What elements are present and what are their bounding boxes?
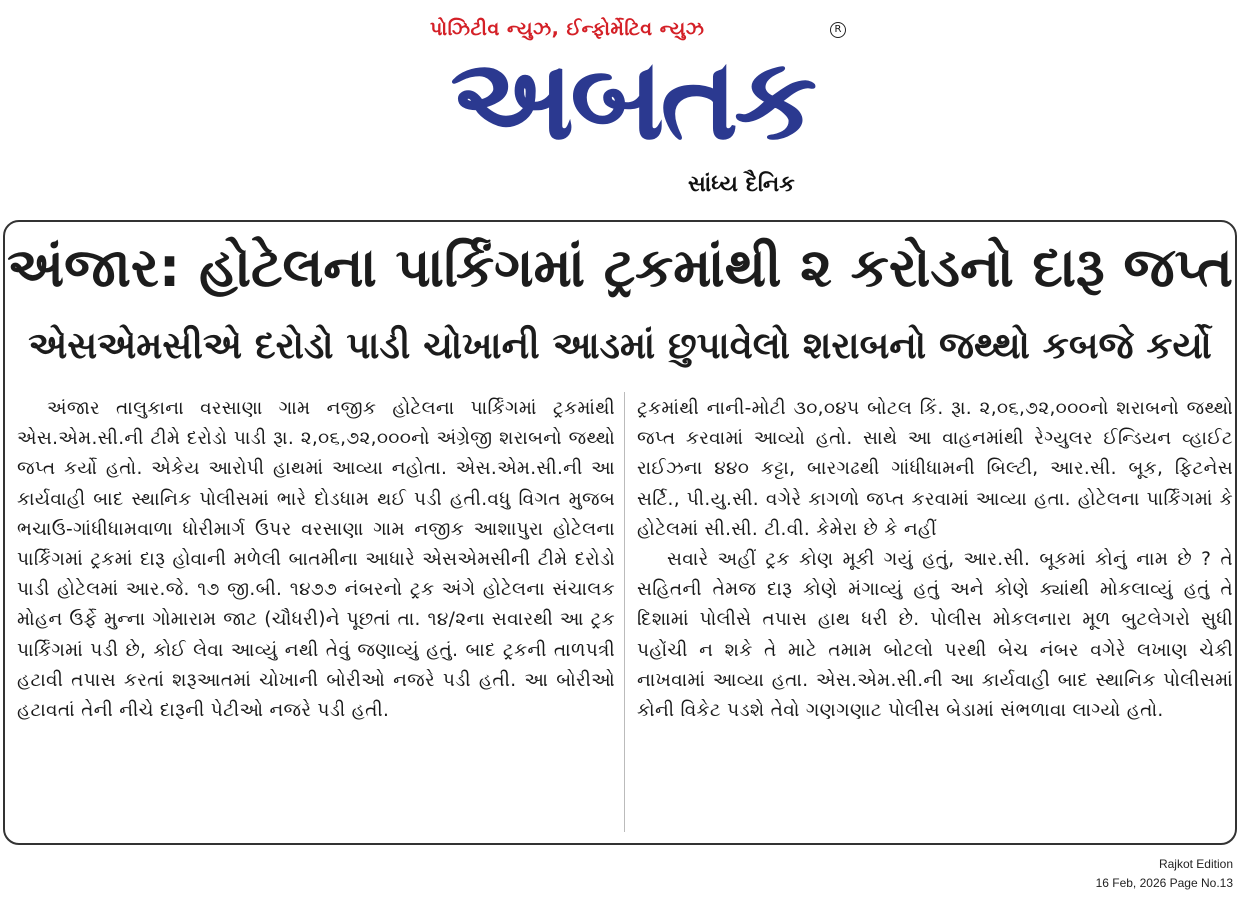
date-page-label: 16 Feb, 2026 Page No.13 bbox=[1095, 876, 1233, 890]
article-subheadline: એસએમસીએ દરોડો પાડી ચોખાની આડમાં છુપાવેલો શરાબનો જથ્થો કબજે કર્યો bbox=[28, 324, 1212, 367]
newspaper-logo: અબતક bbox=[450, 35, 813, 165]
article-paragraph: અંજાર તાલુકાના વરસાણા ગામ નજીક હોટેલના પાર્કિંગમાં ટ્રકમાંથી એસ.એમ.સી.ની ટીમે દરોડો પાડી રૂા. ૨,૦૬,૭૨,૦૦૦નો અંગ્રેજી શરાબનો જથ્થો જપ્ત કર્યો હતો. એકેય આરોપી હાથમાં આવ્યા નહોતા. એસ.એમ.સી.ની આ કાર્યવાહી બાદ સ્થાનિક પોલીસમાં ભારે દોડધામ થઈ પડી હતી.વધુ વિગત મુજબ ભચાઉ-ગાંધીધામવાળા ધોરીમાર્ગ ઉપર વરસાણા ગામ નજીક આશાપુરા હોટેલના પાર્કિંગમાં ટ્રકમાં દારૂ હોવાની મળેલી બાતમીના આધારે એસએમસીની ટીમે દરોડો પાડી હોટેલમાં આર.જે. ૧૭ જી.બી. ૧૪૭૭ નંબરનો ટ્રક અંગે હોટેલના સંચાલક મોહન ઉર્ફે મુન્ના ગોમારામ જાટ (ચૌધરી)ને પૂછતાં તા. ૧૪/૨ના સવારથી આ ટ્રક પાર્કિંગમાં પડી છે, કોઈ લેવા આવ્યું નથી તેવું જણાવ્યું હતું. બાદ ટ્રકની તાળપત્રી હટાવી તપાસ કરતાં શરૂઆતમાં ચોખાની બોરીઓ નજરે પડી હતી. આ બોરીઓ હટાવતાં તેની નીચે દારૂની પેટીઓ નજરે પડી હતી. bbox=[17, 398, 615, 722]
article-paragraph: સવારે અહીં ટ્રક કોણ મૂકી ગયું હતું, આર.સી. બૂકમાં કોનું નામ છે ? તે સહિતની તેમજ દારૂ કોણે મંગાવ્યું હતું અને કોણે ક્યાંથી મોકલાવ્યું હતું તે દિશામાં પોલીસે તપાસ હાથ ધરી છે. પોલીસ મોકલનારા મૂળ બુટલેગરો સુધી પહોંચી ન શકે તે માટે તમામ બોટલો પરથી બેચ નંબર વગેરે લખાણ ચેકી નાખવામાં આવ્યા હતા. એસ.એમ.સી.ની આ કાર્યવાહી બાદ સ્થાનિક પોલીસમાં કોની વિકેટ પડશે તેવો ગણગણાટ પોલીસ બેડામાં સંભળાવા લાગ્યો હતો. bbox=[637, 549, 1233, 722]
masthead-tagline: પોઝિટીવ ન્યુઝ, ઈન્ફોર્મેટિવ ન્યુઝ bbox=[430, 18, 705, 40]
edition-label: Rajkot Edition bbox=[1158, 857, 1233, 871]
article-headline: અંજાર: હોટેલના પાર્કિંગમાં ટ્રકમાંથી ૨ કરોડનો દારૂ જપ્ત bbox=[7, 236, 1233, 299]
article-column-right bbox=[637, 394, 1233, 726]
page-footer bbox=[1096, 855, 1233, 893]
column-divider bbox=[624, 392, 625, 832]
masthead bbox=[0, 0, 1243, 205]
news-article bbox=[3, 220, 1237, 845]
article-paragraph: ટ્રકમાંથી નાની-મોટી ૩૦,૦૪૫ બોટલ કિં. રૂા. ૨,૦૬,૭૨,૦૦૦નો શરાબનો જથ્થો જપ્ત કરવામાં આવ્યો હતો. સાથે આ વાહનમાંથી રેગ્યુલર ઈન્ડિયન વ્હાઈટ રાઈઝના ૪૪૦ કટ્ટા, બારગઢથી ગાંધીધામની બિલ્ટી, આર.સી. બૂક, ફિટનેસ સર્ટિ., પી.યુ.સી. વગેરે કાગળો જપ્ત કરવામાં આવ્યા હતા. હોટેલના પાર્કિંગમાં કે હોટેલમાં સી.સી. ટી.વી. કેમેરા છે કે નહીં bbox=[637, 398, 1233, 540]
registered-trademark-icon: R bbox=[830, 22, 846, 38]
article-column-left bbox=[17, 394, 615, 726]
masthead-subtitle: સાંધ્ય દૈનિક bbox=[688, 172, 795, 197]
